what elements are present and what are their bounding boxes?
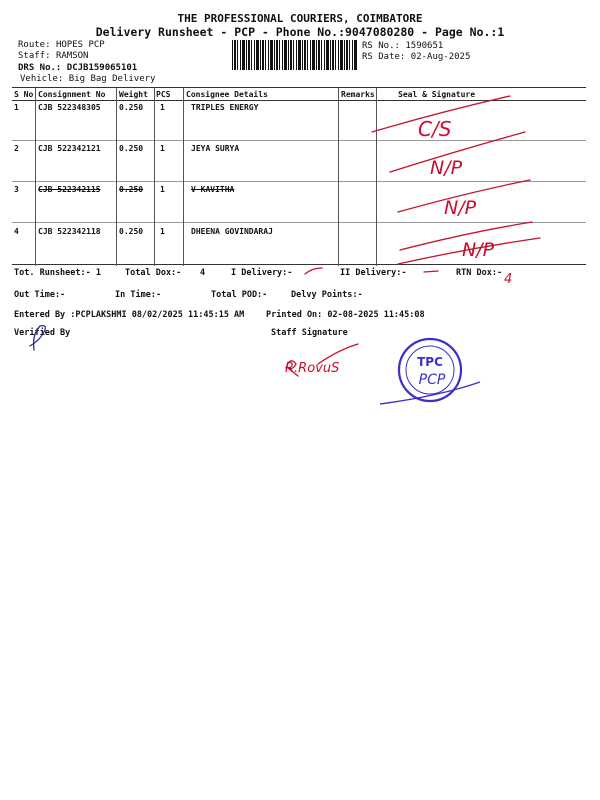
signature-scribble [286,361,298,376]
col-header-consignee: Consignee Details [186,90,268,99]
runsheet-subtitle: Delivery Runsheet - PCP - Phone No.:9047080280 - Page No.:1 [95,25,505,39]
table-top-rule [12,87,586,88]
rs-barcode [232,40,358,70]
cell-weight: 0.250 [119,144,144,153]
staff-value: RAMSON [55,51,89,61]
in-time-label: In Time:- [115,290,162,300]
rs-no-value: 1590651 [405,41,444,51]
col-divider [376,88,377,266]
row-rule-1 [12,140,586,141]
vehicle-line [20,74,155,84]
cell-sno: 1 [14,103,19,112]
cell-consignment: CJB 522342115 [38,185,101,194]
rtn-dox-label: RTN Dox:- [456,268,503,278]
table-bottom-rule [12,264,586,265]
total-dox-label: Total Dox:- [125,268,182,278]
ii-delivery-label: II Delivery:- [340,268,407,278]
cell-consignee: DHEENA GOVINDARAJ [191,227,273,236]
total-pod-label: Total POD:- [211,290,268,300]
cell-consignment: CJB 522342121 [38,144,101,153]
ink-stroke [400,222,532,250]
cell-sno: 4 [14,227,19,236]
ink-stroke [390,132,525,172]
rs-no-label: RS No.: [362,41,400,51]
cell-pcs: 1 [160,227,165,236]
entered-by: Entered By :PCPLAKSHMI 08/02/2025 11:45:15 AM [14,310,245,320]
cell-weight: 0.250 [119,103,144,112]
col-header-consignment: Consignment No [38,90,106,99]
stamp-text-top: TPC [417,355,443,369]
staff-line [18,51,88,61]
i-delivery-label: I Delivery:- [231,268,293,278]
staff-signature-label: Staff Signature [271,328,348,338]
ink-stroke [398,180,530,212]
route-line [18,40,105,50]
rtn-handwritten-value: 4 [504,272,513,287]
cell-consignee: JEYA SURYA [191,144,240,153]
vehicle-value: Big Bag Delivery [68,74,156,84]
tpc-stamp [380,339,480,404]
out-time-label: Out Time:- [14,290,66,300]
col-header-pcs: PCS [156,90,171,99]
row-mark-np: N/P [462,239,495,261]
cell-sno: 3 [14,185,19,194]
route-label: Route: [18,40,51,50]
verified-by-label: Verified By [14,328,71,338]
drs-line [18,63,137,73]
total-dox-value: 4 [200,268,206,278]
cell-weight: 0.250 [119,227,144,236]
row-mark-np: N/P [430,157,463,179]
vehicle-label: Vehicle: [20,74,64,84]
ink-stroke [398,238,540,264]
row-rule-3 [12,222,586,223]
col-divider [116,88,117,266]
rs-date-line [362,52,470,62]
rs-no-line [362,41,443,51]
row-mark-cs: C/S [418,117,452,141]
cell-weight: 0.250 [119,185,144,194]
stamp-text-bottom: PCP [418,372,446,388]
cell-consignment: CJB 522348305 [38,103,101,112]
delvy-points-label: Delvy Points:- [291,290,363,300]
table-header-rule [12,100,586,101]
signature-tail [318,344,358,364]
staff-signature-text: R.RovuS [285,361,340,376]
cell-consignee: TRIPLES ENERGY [191,103,259,112]
rs-date-value: 02-Aug-2025 [410,52,471,62]
col-header-remarks: Remarks [341,90,375,99]
cell-sno: 2 [14,144,19,153]
col-divider [154,88,155,266]
col-divider [338,88,339,266]
printed-on: Printed On: 02-08-2025 11:45:08 [266,310,425,320]
col-header-sno: S No [14,90,34,99]
route-value: HOPES PCP [55,40,105,50]
col-divider [35,88,36,266]
row-rule-2 [12,181,586,182]
cell-consignment: CJB 522342118 [38,227,101,236]
ink-dash [424,271,438,272]
drs-value: DCJB159065101 [66,63,138,73]
col-header-weight: Weight [119,90,148,99]
ink-dash [305,268,322,274]
cell-pcs: 1 [160,144,165,153]
drs-label: DRS No.: [18,63,62,73]
col-divider [183,88,184,266]
tot-runsheet: Tot. Runsheet:- 1 [14,268,101,278]
row-mark-np: N/P [444,197,477,219]
cell-consignee: V KAVITHA [191,185,235,194]
company-title: THE PROFESSIONAL COURIERS, COIMBATORE [177,12,423,25]
cell-pcs: 1 [160,103,165,112]
ink-stroke [372,96,510,132]
rs-date-label: RS Date: [362,52,406,62]
col-header-seal-signature: Seal & Signature [398,90,476,99]
staff-label: Staff: [18,51,51,61]
cell-pcs: 1 [160,185,165,194]
